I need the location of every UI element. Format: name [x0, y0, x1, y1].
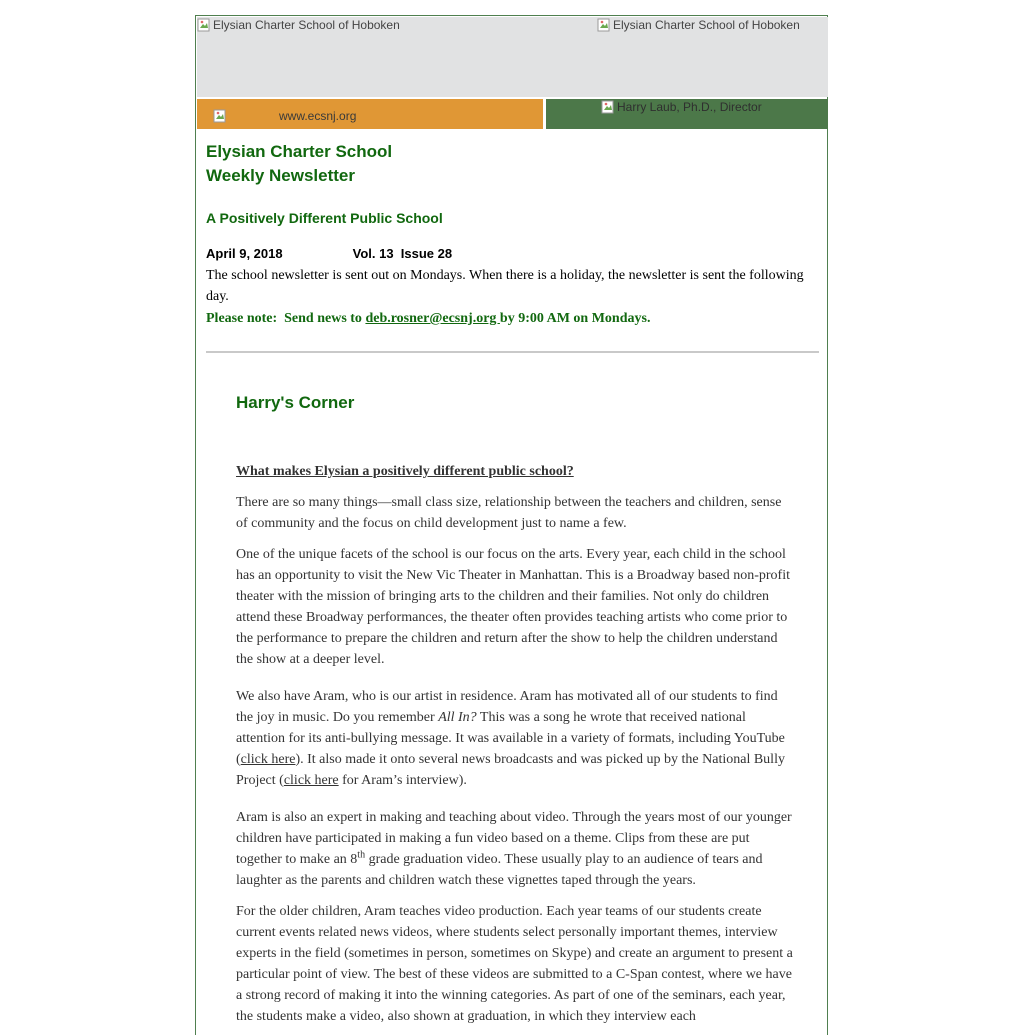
interview-link[interactable]: click here: [283, 773, 339, 788]
website-url[interactable]: www.ecsnj.org: [279, 109, 357, 123]
email-link[interactable]: deb.rosner@ecsnj.org: [365, 311, 500, 326]
intro-text: The school newsletter is sent out on Mondays. When there is a holiday, the newsletter is sent the following day.: [206, 268, 804, 304]
song-title: All In?: [438, 710, 477, 725]
school-logo-alt: Elysian Charter School of Hoboken: [213, 18, 400, 32]
p3-text-b: This was a song he wrote that received national attention for its anti-bullying message. It was available in a variety of formats, including YouTube (: [236, 710, 785, 767]
note-suffix: by 9:00 AM on Mondays.: [499, 311, 651, 326]
paragraph-2: One of the unique facets of the school is our focus on the arts. Every year, each child in the school has an opportunity to visit the New Vic Theater in Manhattan. This is a Broadway based non-profit theater with the mission of bringing arts to the children and their families. Not only do children attend these Broadway performances, the theater often provides teaching artists who come prior to the performance to prepare the children and return after the show to help the children understand the show at a deeper level.: [236, 547, 790, 667]
school-banner-alt: Elysian Charter School of Hoboken: [613, 18, 800, 32]
ordinal-suffix: th: [357, 849, 366, 861]
harrys-corner-article: [236, 391, 796, 1027]
school-logo-image: [197, 18, 400, 32]
title-line-2: Weekly Newsletter: [206, 166, 355, 185]
article-question: What makes Elysian a positively different public school?: [236, 464, 574, 479]
paragraph-1: There are so many things—small class size, relationship between the teachers and children, sense of community and the focus on child development just to name a few.: [236, 495, 782, 531]
issue-line: [206, 245, 819, 263]
director-bar: [546, 99, 828, 129]
broken-image-icon: [601, 100, 615, 114]
submission-note: [206, 308, 819, 329]
issue-date: April 9, 2018: [206, 246, 283, 261]
p3-text-a: We also have Aram, who is our artist in residence. Aram has motivated all of our students to find the joy in music. Do you remember: [236, 689, 778, 725]
broken-image-icon: [213, 109, 227, 123]
website-link-image[interactable]: [213, 109, 356, 123]
website-bar[interactable]: [197, 99, 543, 129]
title-line-1: Elysian Charter School: [206, 142, 393, 161]
broken-image-icon: [597, 18, 611, 32]
youtube-link[interactable]: click here: [240, 752, 296, 767]
p3-text-d: for Aram’s interview).: [338, 773, 467, 788]
p4-text-b: grade graduation video. These usually play to an audience of tears and laughter as the parents and children watch these vignettes taped through the years.: [236, 852, 763, 888]
director-image: [601, 100, 762, 114]
paragraph-3: [236, 686, 796, 791]
newsletter-title: [206, 140, 819, 188]
note-prefix: Please note: Send news to: [206, 311, 366, 326]
tagline: A Positively Different Public School: [206, 210, 443, 226]
section-divider: [206, 351, 819, 353]
paragraph-5: For the older children, Aram teaches video production. Each year teams of our students create current events related news videos, where students select personally important themes, interview experts in the field (sometimes in person, sometimes on Skype) and create an argument to present a particular point of view. The best of these videos are submitted to a C-Span contest, where we have a strong record of making it into the winning categories. As part of one of the seminars, each year, the students make a video, also shown at graduation, in which they interview each: [236, 904, 793, 1024]
header-banner: [197, 17, 828, 97]
p3-text-c: ). It also made it onto several news broadcasts and was picked up by the National Bully Project (: [236, 752, 785, 788]
paragraph-4: [236, 807, 796, 891]
newsletter-frame: [195, 15, 828, 1035]
issue-volume: Vol. 13 Issue 28: [352, 246, 453, 261]
school-banner-image: [597, 18, 800, 32]
masthead: [206, 136, 819, 353]
section-title: Harry's Corner: [236, 393, 355, 412]
p4-text-a: Aram is also an expert in making and teaching about video. Through the years most of our younger children have participated in making a fun video based on a theme. Clips from these are put together to make an 8: [236, 810, 792, 867]
broken-image-icon: [197, 18, 211, 32]
director-alt-text: Harry Laub, Ph.D., Director: [617, 100, 762, 114]
